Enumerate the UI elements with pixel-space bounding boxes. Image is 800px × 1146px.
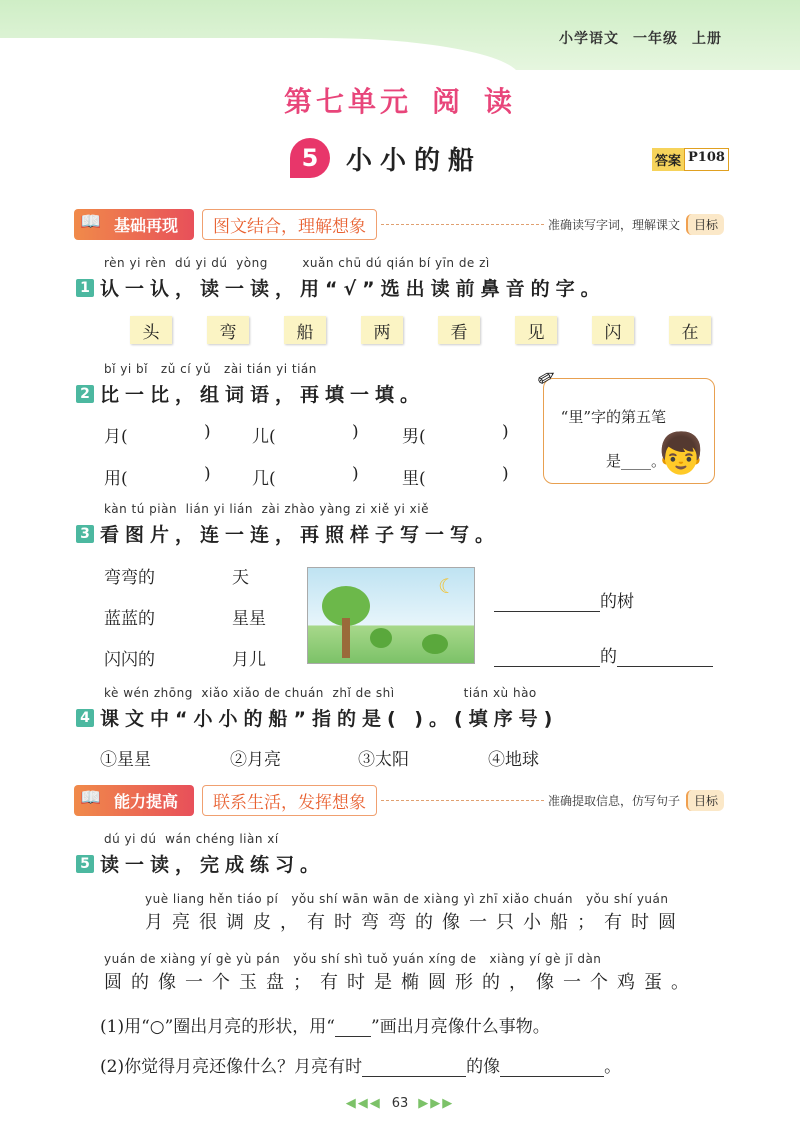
answer-page: P108: [684, 148, 729, 171]
sub1-text: (1)用“○”圈出月亮的形状，用“: [100, 1017, 335, 1037]
char-card[interactable]: 在: [669, 316, 711, 344]
moon-icon: ☾: [438, 574, 456, 598]
q2-prompt: [76, 380, 425, 407]
tip-box: [543, 378, 715, 484]
unit-name: 第七单元: [283, 85, 412, 118]
paren: ): [502, 464, 509, 484]
char-card[interactable]: 见: [515, 316, 557, 344]
unit-title-2: 读: [484, 85, 517, 118]
q1-prompt: [76, 274, 606, 301]
match-left-item[interactable]: 弯弯的: [104, 568, 155, 588]
section-subtitle: 联系生活，发挥想象: [202, 785, 377, 816]
q3-fill-2: [494, 642, 713, 667]
match-right-item[interactable]: 星星: [232, 609, 266, 629]
match-right-item[interactable]: 月儿: [232, 650, 266, 670]
paren: ): [204, 422, 211, 442]
lesson-number: 5: [290, 138, 330, 178]
left-arrows-icon: ◀◀◀: [345, 1096, 382, 1111]
q1-char-cards: [130, 316, 711, 344]
fill-suffix: 的: [600, 647, 617, 667]
answer-label: 答案: [652, 148, 684, 171]
blank-line[interactable]: [362, 1057, 466, 1077]
lesson-title: 小小的船: [346, 145, 483, 176]
char-card[interactable]: 看: [438, 316, 480, 344]
section-tag: [74, 209, 194, 240]
underline-sample: [335, 1017, 371, 1037]
sub1-text-end: ”画出月亮像什么事物。: [371, 1017, 550, 1037]
tip-text[interactable]: “里”字的第五笔是____。: [560, 408, 666, 470]
char-card[interactable]: 弯: [207, 316, 249, 344]
q4-option: ①星星: [100, 750, 151, 770]
section-subtitle: 图文结合，理解想象: [202, 209, 377, 240]
sub2-text: (2)你觉得月亮还像什么？月亮有时: [100, 1057, 363, 1077]
q2-blank[interactable]: 几(: [252, 469, 276, 489]
match-left-item[interactable]: 闪闪的: [104, 650, 155, 670]
right-arrows-icon: ▶▶▶: [418, 1096, 455, 1111]
dotted-divider: [381, 800, 544, 801]
q1-text: 认一认，读一读，用“√”选出读前鼻音的字。: [100, 278, 606, 300]
q2-blank[interactable]: 儿(: [252, 427, 276, 447]
section-goal: 准确读写字词，理解课文: [547, 217, 680, 232]
paren: ): [502, 422, 509, 442]
page-footer: [0, 1096, 800, 1111]
unit-title: [0, 80, 800, 120]
match-right-item[interactable]: 天: [232, 568, 249, 588]
q4-option: ③太阳: [358, 750, 409, 770]
q2-number: 2: [76, 385, 94, 403]
q5-sub-2: [100, 1052, 621, 1077]
paren: ): [204, 464, 211, 484]
q4-number: 4: [76, 709, 94, 727]
blank-line[interactable]: [494, 592, 600, 612]
q2-blank[interactable]: 里(: [402, 469, 426, 489]
q3-fill-1: [494, 587, 634, 612]
dotted-divider: [381, 224, 544, 225]
open-book-icon: 📖: [80, 787, 102, 808]
char-card[interactable]: 两: [361, 316, 403, 344]
q1-number: 1: [76, 279, 94, 297]
book-header: [545, 28, 722, 48]
grade: 一年级: [633, 31, 678, 47]
tree-moon-illustration: [307, 567, 475, 664]
section-tag-label: 基础再现: [114, 215, 179, 235]
lesson-heading: [290, 138, 482, 178]
q3-text: 看图片，连一连，再照样子写一写。: [100, 524, 501, 546]
sub2-text-end: 。: [604, 1057, 622, 1077]
q2-blank[interactable]: 用(: [104, 469, 128, 489]
section-bar-basic: [74, 210, 724, 238]
char-card[interactable]: 头: [130, 316, 172, 344]
char-card[interactable]: 船: [284, 316, 326, 344]
boy-illustration: 👦: [656, 431, 706, 477]
sub2-text-mid: 的像: [466, 1057, 501, 1077]
q3-pinyin: kàn tú piàn lián yi lián zài zhào yàng zi xiě yi xiě: [104, 502, 429, 516]
q1-pinyin: rèn yi rèn dú yi dú yòng xuǎn chū dú qián bí yīn de zì: [104, 256, 490, 270]
section-goal: 准确提取信息，仿写句子: [547, 793, 680, 808]
q2-text: 比一比，组词语，再填一填。: [100, 384, 426, 406]
q5-text: 读一读，完成练习。: [100, 854, 326, 876]
q4-option: ②月亮: [230, 750, 281, 770]
q3-prompt: [76, 520, 500, 547]
char-card[interactable]: 闪: [592, 316, 634, 344]
q5-sub-1: [100, 1012, 550, 1037]
q2-pinyin: bǐ yi bǐ zǔ cí yǔ zài tián yi tián: [104, 362, 317, 376]
page-number: 63: [391, 1096, 409, 1111]
q2-blank[interactable]: 月(: [104, 427, 128, 447]
paren: ): [352, 464, 359, 484]
q4-text[interactable]: 课文中“小小的船”指的是( )。(填序号): [100, 708, 559, 730]
fill-suffix: 的树: [600, 592, 634, 612]
q4-prompt: [76, 704, 558, 731]
passage-pinyin-1: yuè liang hěn tiáo pí yǒu shí wān wān de xiàng yì zhī xiǎo chuán yǒu shí yuán: [145, 892, 669, 906]
match-left-item[interactable]: 蓝蓝的: [104, 609, 155, 629]
paren: ): [352, 422, 359, 442]
q4-option: ④地球: [488, 750, 539, 770]
passage-line-1[interactable]: 月亮很调皮，有时弯弯的像一只小船；有时圆: [145, 912, 685, 933]
blank-line[interactable]: [500, 1057, 604, 1077]
passage-line-2[interactable]: 圆的像一个玉盘；有时是椭圆形的，像一个鸡蛋。: [104, 972, 698, 993]
goal-badge: 目标: [686, 790, 724, 811]
subject: 小学语文: [559, 31, 619, 47]
unit-title-1: 阅: [431, 85, 464, 118]
blank-line[interactable]: [494, 647, 600, 667]
pencil-icon: ✏: [532, 363, 562, 394]
q5-number: 5: [76, 855, 94, 873]
section-tag-label: 能力提高: [114, 791, 179, 811]
section-tag: [74, 785, 194, 816]
passage-pinyin-2: yuán de xiàng yí gè yù pán yǒu shí shì tuǒ yuán xíng de xiàng yí gè jī dàn: [104, 952, 602, 966]
q2-blank[interactable]: 男(: [402, 427, 426, 447]
answer-reference: [652, 148, 729, 171]
q5-pinyin: dú yi dú wán chéng liàn xí: [104, 832, 279, 846]
q3-number: 3: [76, 525, 94, 543]
open-book-icon: 📖: [80, 211, 102, 232]
section-bar-advanced: [74, 786, 724, 814]
q4-pinyin: kè wén zhōng xiǎo xiǎo de chuán zhǐ de shì tián xù hào: [104, 686, 537, 700]
goal-badge: 目标: [686, 214, 724, 235]
blank-line[interactable]: [617, 647, 713, 667]
q5-prompt: [76, 850, 325, 877]
volume: 上册: [692, 31, 722, 47]
